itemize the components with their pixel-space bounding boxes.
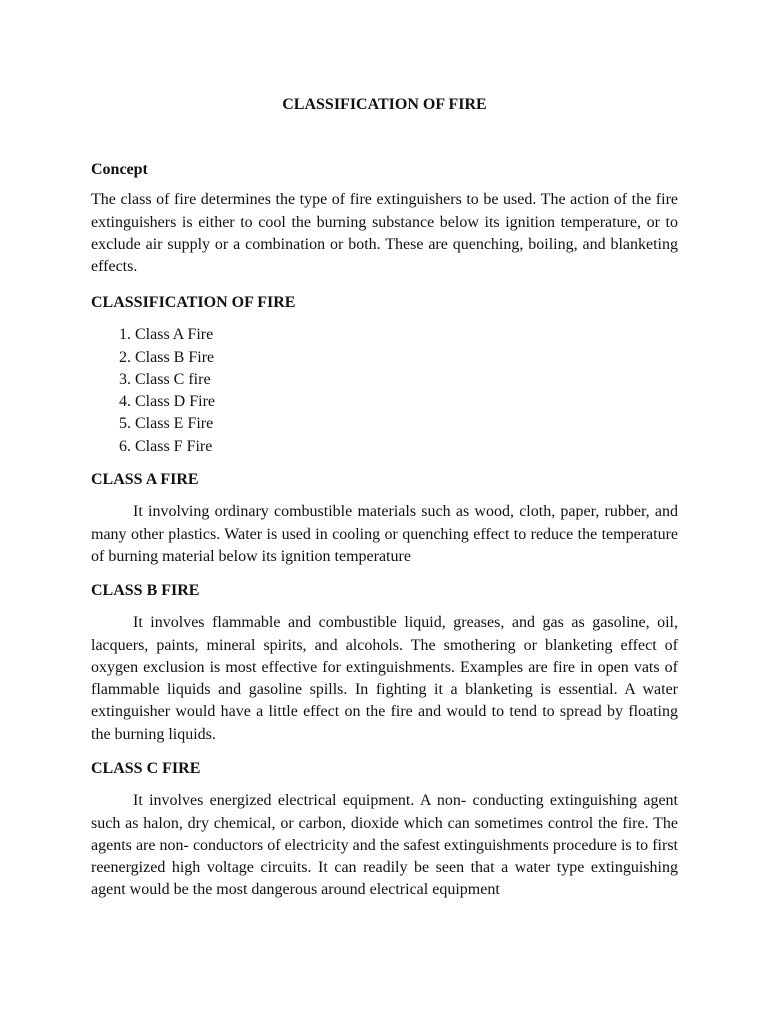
class-list bbox=[91, 324, 678, 458]
list-item: 4. Class D Fire bbox=[135, 391, 678, 413]
list-item: 3. Class C fire bbox=[135, 369, 678, 391]
class-a-section bbox=[91, 469, 678, 568]
class-b-section bbox=[91, 580, 678, 746]
class-c-section bbox=[91, 758, 678, 902]
class-c-paragraph: It involves energized electrical equipment. A non- conducting extinguishing agent such as halon, dry chemical, or carbon, dioxide which can sometimes control the fire. The agents are non- conductors of electricity and the safest extinguishments procedure is to first reenergized high voltage circuits. It can readily be seen that a water type extinguishing agent would be the most dangerous around electrical equipment bbox=[91, 792, 678, 899]
page-title: CLASSIFICATION OF FIRE bbox=[282, 96, 487, 113]
list-item: 5. Class E Fire bbox=[135, 413, 678, 435]
class-a-paragraph: It involving ordinary combustible materials such as wood, cloth, paper, rubber, and many other plastics. Water is used in cooling or quenching effect to reduce the temperature of burning material below its ignition temperature bbox=[91, 503, 678, 565]
list-item: 6. Class F Fire bbox=[135, 436, 678, 458]
class-c-heading: CLASS C FIRE bbox=[91, 760, 201, 777]
classification-heading: CLASSIFICATION OF FIRE bbox=[91, 294, 296, 311]
class-b-paragraph: It involves flammable and combustible liquid, greases, and gas as gasoline, oil, lacquers, paints, mineral spirits, and alcohols. The smothering or blanketing effect of oxygen exclusion is most effective for extinguishments. Examples are fire in open vats of flammable liquids and gasoline spills. In fighting it a blanketing is essential. A water extinguisher would have a little effect on the fire and would to tend to spread by floating the burning liquids. bbox=[91, 614, 678, 743]
concept-section bbox=[91, 159, 678, 278]
class-b-heading: CLASS B FIRE bbox=[91, 582, 200, 599]
classification-section bbox=[91, 292, 678, 458]
concept-heading: Concept bbox=[91, 161, 148, 178]
list-item: 1. Class A Fire bbox=[135, 324, 678, 346]
list-item: 2. Class B Fire bbox=[135, 347, 678, 369]
concept-paragraph: The class of fire determines the type of fire extinguishers to be used. The action of the fire extinguishers is either to cool the burning substance below its ignition temperature, or to exclude air supply or a combination or both. These are quenching, boiling, and blanketing effects. bbox=[91, 191, 678, 276]
class-a-heading: CLASS A FIRE bbox=[91, 471, 199, 488]
